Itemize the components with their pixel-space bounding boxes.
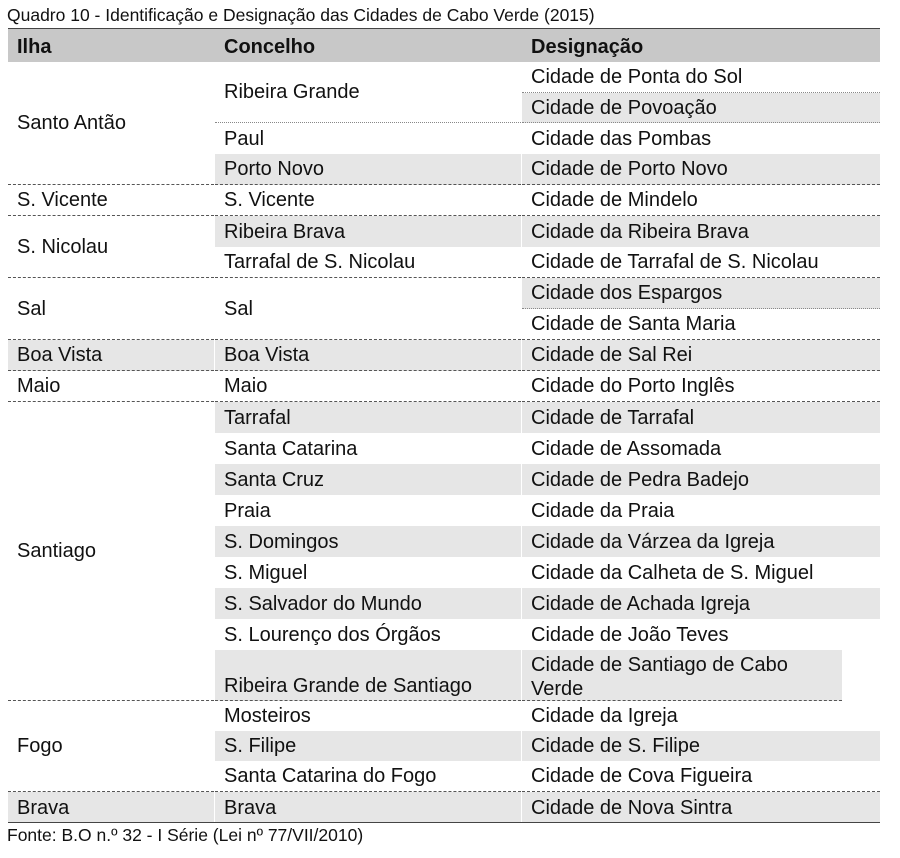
concelho-cell: Santa Cruz <box>215 464 521 495</box>
concelho-cell: S. Domingos <box>215 526 521 557</box>
concelho-cell: Boa Vista <box>215 340 521 371</box>
designacao-cell: Cidade da Ribeira Brava <box>522 216 880 247</box>
designacao-cell: Cidade da Várzea da Igreja <box>522 526 880 557</box>
concelho-cell: Mosteiros <box>224 705 311 727</box>
concelho-cell: Maio <box>215 371 521 402</box>
ilha-cell: Sal <box>8 278 214 340</box>
ilha-cell: Brava <box>8 792 214 823</box>
concelho-cell: Porto Novo <box>215 154 521 185</box>
header-concelho: Concelho <box>224 36 316 58</box>
ilha-cell: Maio <box>8 371 214 402</box>
concelho-cell: Ribeira Brava <box>215 216 521 247</box>
concelho-cell: S. Salvador do Mundo <box>215 588 521 619</box>
table-source: Fonte: B.O n.º 32 - I Série (Lei nº 77/VII/2010) <box>7 825 364 845</box>
concelho-cell: Santa Catarina do Fogo <box>215 761 521 792</box>
designacao-cell: Cidade de S. Filipe <box>522 731 880 761</box>
designacao-cell: Cidade da Calheta de S. Miguel <box>531 561 814 584</box>
designacao-cell: Cidade de Mindelo <box>522 185 880 216</box>
ilha-cell: S. Nicolau <box>8 216 214 278</box>
concelho-cell: Ribeira Grande <box>215 62 521 123</box>
concelho-cell: Paul <box>224 127 265 150</box>
ilha-cell: Santo Antão <box>8 62 214 185</box>
table-caption: Quadro 10 - Identificação e Designação das Cidades de Cabo Verde (2015) <box>7 5 595 25</box>
header-ilha: Ilha <box>17 36 52 58</box>
ilha-cell: Fogo <box>8 701 214 792</box>
concelho-cell: Sal <box>215 278 521 340</box>
header-designacao: Designação <box>531 36 644 58</box>
designacao-cell: Cidade da Igreja <box>531 705 678 727</box>
concelho-cell: Santa Catarina <box>224 437 358 460</box>
cities-table <box>8 28 880 824</box>
designacao-cell: Cidade dos Espargos <box>522 278 880 309</box>
designacao-cell: Cidade do Porto Inglês <box>522 371 880 402</box>
designacao-cell: Cidade de Sal Rei <box>522 340 880 371</box>
concelho-cell: Brava <box>215 792 521 823</box>
concelho-cell: Praia <box>224 499 271 522</box>
designacao-cell: Cidade da Praia <box>531 499 675 522</box>
designacao-cell: Cidade de Pedra Badejo <box>522 464 880 495</box>
ilha-cell: S. Vicente <box>8 185 214 216</box>
designacao-cell: Cidade de Santa Maria <box>522 309 880 340</box>
concelho-cell: Tarrafal de S. Nicolau <box>215 247 521 278</box>
concelho-cell: S. Lourenço dos Órgãos <box>224 623 441 646</box>
concelho-cell: S. Vicente <box>215 185 521 216</box>
concelho-cell: S. Filipe <box>215 731 521 761</box>
concelho-cell: S. Miguel <box>224 561 308 584</box>
designacao-cell: Cidade de Nova Sintra <box>522 792 880 823</box>
designacao-cell: Cidade de Cova Figueira <box>522 761 880 792</box>
designacao-cell: Cidade de Tarrafal <box>522 402 880 433</box>
ilha-cell: Santiago <box>8 402 214 701</box>
designacao-cell: Cidade de Tarrafal de S. Nicolau <box>522 247 880 278</box>
designacao-cell: Cidade de Santiago de Cabo Verde <box>522 650 842 701</box>
designacao-cell: Cidade de João Teves <box>531 623 729 646</box>
designacao-cell: Cidade de Achada Igreja <box>522 588 880 619</box>
table-header <box>8 28 880 62</box>
designacao-cell: Cidade de Povoação <box>522 93 880 123</box>
designacao-cell: Cidade de Ponta do Sol <box>522 62 880 93</box>
designacao-cell: Cidade de Assomada <box>531 437 722 460</box>
ilha-cell: Boa Vista <box>8 340 214 371</box>
concelho-cell: Ribeira Grande de Santiago <box>215 650 521 701</box>
designacao-cell: Cidade das Pombas <box>531 127 712 150</box>
designacao-cell: Cidade de Porto Novo <box>522 154 880 185</box>
concelho-cell: Tarrafal <box>215 402 521 433</box>
